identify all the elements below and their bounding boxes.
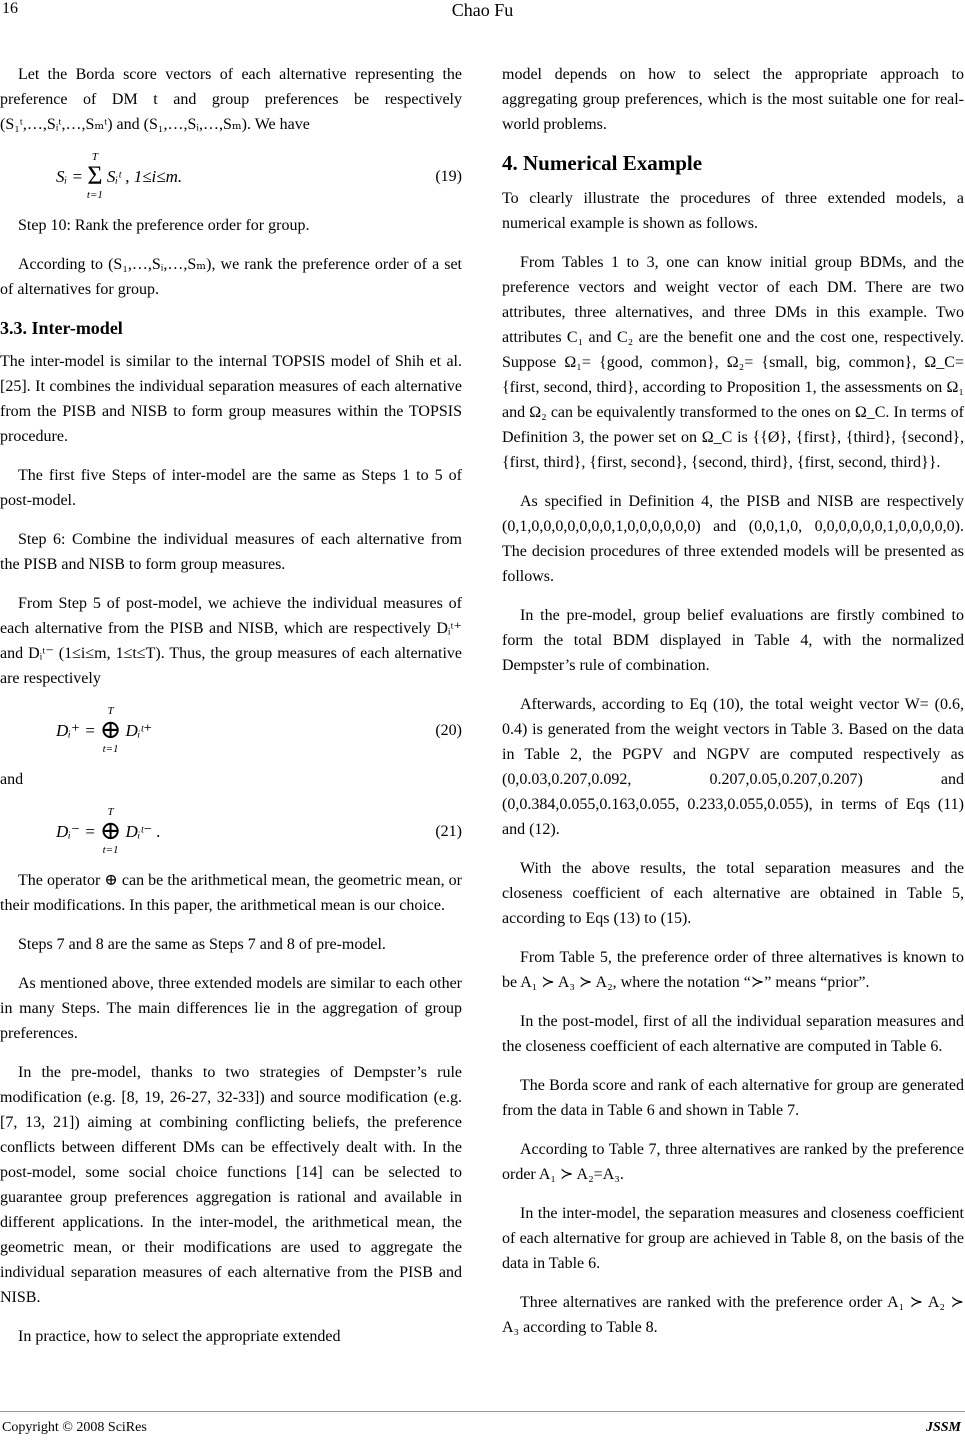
equation-21 bbox=[0, 806, 462, 856]
paragraph: Three alternatives are ranked with the preference order A₁ ≻ A₂ ≻ A₃ according to Table 8. bbox=[502, 1294, 964, 1336]
eq-rhs: Dᵢᵗ⁺ bbox=[125, 720, 153, 740]
page-number: 16 bbox=[2, 0, 18, 17]
sum-operator bbox=[87, 151, 103, 201]
paragraph: From Table 5, the preference order of three alternatives is known to be A₁ ≻ A₃ ≻ A₂, where the notation “≻” means “prior”. bbox=[502, 949, 964, 991]
oplus-operator bbox=[100, 806, 122, 856]
paragraph: In the pre-model, group belief evaluations are firstly combined to form the total BDM displayed in Table 4, with the normalized Dempster’s rule of combination. bbox=[502, 607, 964, 674]
copyright-notice: Copyright © 2008 SciRes bbox=[2, 1420, 147, 1435]
paragraph: In the post-model, first of all the individual separation measures and the closeness coefficient of each alternative are computed in Table 6. bbox=[502, 1013, 964, 1055]
paragraph: Let the Borda score vectors of each alternative representing the preference of DM t and group preferences be respectively (S₁ᵗ,…,Sᵢᵗ,…,Sₘᵗ) and (S₁,…,Sᵢ,…,Sₘ). We have bbox=[0, 66, 462, 133]
paragraph: The Borda score and rank of each alternative for group are generated from the data in Table 6 and shown in Table 7. bbox=[502, 1077, 964, 1119]
journal-name: JSSM bbox=[925, 1420, 961, 1435]
paragraph: Afterwards, according to Eq (10), the total weight vector W= (0.6, 0.4) is generated from the weight vectors in Table 3. Based on the data in Table 2, the PGPV and NGPV are computed respectively as (0,0.03,0.207,0.092, 0.207,0.05,0.207,0.207) and (0,0.384,0.055,0.163,0.055, 0.233,0.055,0.055), in terms of Eqs (11) and (12). bbox=[502, 696, 964, 838]
paragraph: The operator ⊕ can be the arithmetical mean, the geometric mean, or their modifications. In this paper, the arithmetical mean is our choice. bbox=[0, 872, 462, 914]
equation-number: (19) bbox=[435, 167, 462, 185]
paragraph: In practice, how to select the appropriate extended bbox=[18, 1328, 341, 1345]
sum-lower: t=1 bbox=[86, 189, 103, 201]
section-heading-numerical-example: 4. Numerical Example bbox=[502, 151, 703, 175]
paragraph: With the above results, the total separation measures and the closeness coefficient of each alternative are obtained in Table 5, according to Eqs (13) to (15). bbox=[502, 860, 964, 927]
paragraph: From Tables 1 to 3, one can know initial group BDMs, and the preference vectors and weight vector of each DM. There are two attributes, three alternatives, and three DMs in this example. Two attributes C₁ and C₂ are the benefit one and the cost one, respectively. Suppose Ω₁= {good, common}, Ω₂= {small, big, common}, Ω_C= {first, second, third}, according to Proposition 1, the assessments on Ω₁ and Ω₂ can be equivalently transformed to the ones on Ω_C. In terms of Definition 3, the power set on Ω_C is {{Ø}, {first}, {third}, {second}, {first, third}, {first, second}, {second, third}, {first, second, third}}. bbox=[502, 254, 964, 471]
eq-lhs: Dᵢ⁺ = bbox=[56, 720, 96, 740]
running-title: Chao Fu bbox=[451, 0, 514, 20]
sum-sign: Σ bbox=[87, 161, 103, 190]
eq-lhs: Sᵢ = bbox=[56, 166, 83, 186]
paragraph: From Step 5 of post-model, we achieve the individual measures of each alternative from the PISB and NISB, which are respectively Dᵢᵗ⁺ and Dᵢᵗ⁻ (1≤i≤m, 1≤t≤T). Thus, the group measures of each alternative are respectively bbox=[0, 595, 462, 687]
paragraph: To clearly illustrate the procedures of three extended models, a numerical example is shown as follows. bbox=[502, 190, 964, 232]
op-lower: t=1 bbox=[102, 743, 119, 755]
equation-19 bbox=[0, 151, 462, 201]
oplus-sign: ⊕ bbox=[99, 816, 122, 845]
equation-number: (21) bbox=[435, 822, 462, 840]
paragraph: In the inter-model, the separation measures and closeness coefficient of each alternative for group are achieved in Table 8, on the basis of the data in Table 6. bbox=[502, 1205, 964, 1272]
oplus-sign: ⊕ bbox=[99, 715, 122, 744]
paragraph: According to (S₁,…,Sᵢ,…,Sₘ), we rank the preference order of a set of alternatives for group. bbox=[0, 256, 462, 298]
eq-rhs: Dᵢᵗ⁻ . bbox=[125, 821, 161, 841]
paragraph: As mentioned above, three extended models are similar to each other in many Steps. The main differences lie in the aggregation of group preferences. bbox=[0, 975, 462, 1042]
paragraph: model depends on how to select the appropriate approach to aggregating group preferences, which is the most suitable one for real-world problems. bbox=[502, 66, 964, 133]
right-column bbox=[502, 62, 964, 1354]
op-upper: T bbox=[107, 806, 114, 818]
paragraph: As specified in Definition 4, the PISB and NISB are respectively (0,1,0,0,0,0,0,0,0,1,0,0,0,0,0,0) and (0,0,1,0, 0,0,0,0,0,0,1,0,0,0,0,0). The decision procedures of three extended models will be presented as follows. bbox=[502, 493, 964, 585]
equation-20 bbox=[0, 705, 462, 755]
step-6: Step 6: Combine the individual measures of each alternative from the PISB and NISB to form group measures. bbox=[0, 531, 462, 573]
paragraph: In the pre-model, thanks to two strategies of Dempster’s rule modification (e.g. [8, 19, 26-27, 32-33]) and source modification (e.g. [7, 13, 21]) aiming at combining conflicting beliefs, the preference conflicts between different DMs can be effectively dealt with. In the post-model, some social choice functions [14] can be selected to guarantee group preferences aggregation is rational and available in different applications. In the inter-model, the arithmetical mean, the geometric mean, or their modifications are used to aggregate the individual separation measures of each alternative from the PISB and NISB. bbox=[0, 1064, 462, 1306]
paragraph: The inter-model is similar to the internal TOPSIS model of Shih et al. [25]. It combines the individual separation measures of each alternative from the PISB and NISB to form group measures within the TOPSIS procedure. bbox=[0, 353, 462, 445]
paragraph: Steps 7 and 8 are the same as Steps 7 and 8 of pre-model. bbox=[18, 936, 386, 953]
oplus-operator bbox=[100, 705, 122, 755]
equation-number: (20) bbox=[435, 721, 462, 739]
left-column bbox=[0, 62, 462, 1363]
paragraph: The first five Steps of inter-model are the same as Steps 1 to 5 of post-model. bbox=[0, 467, 462, 509]
paragraph: According to Table 7, three alternatives are ranked by the preference order A₁ ≻ A₂=A₃. bbox=[502, 1141, 964, 1183]
eq-lhs: Dᵢ⁻ = bbox=[56, 821, 96, 841]
connector-text: and bbox=[0, 771, 24, 788]
op-lower: t=1 bbox=[102, 844, 119, 856]
section-heading-inter-model: 3.3. Inter-model bbox=[0, 318, 123, 338]
footer-divider bbox=[0, 1411, 965, 1412]
eq-rhs: Sᵢᵗ , 1≤i≤m. bbox=[106, 166, 183, 186]
step-10: Step 10: Rank the preference order for group. bbox=[18, 217, 310, 234]
sum-upper: T bbox=[91, 151, 98, 163]
op-upper: T bbox=[107, 705, 114, 717]
